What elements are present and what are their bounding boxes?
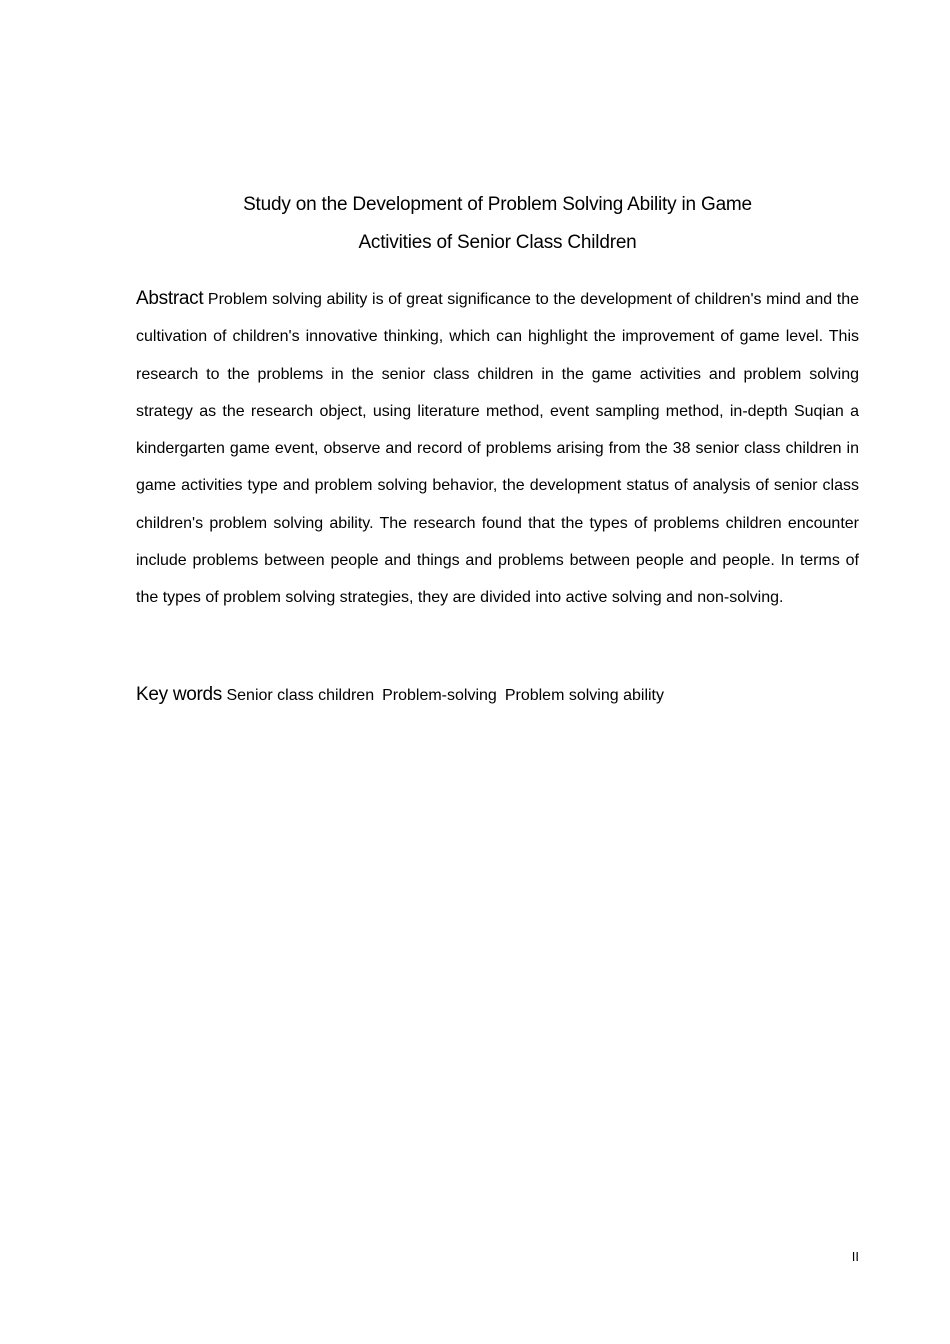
keyword-item: Senior class children — [226, 687, 375, 704]
keyword-item: Problem-solving — [382, 687, 497, 704]
page-number: II — [851, 1249, 859, 1264]
paper-title — [136, 186, 859, 262]
keywords-line — [136, 676, 859, 714]
abstract-label: Abstract — [136, 288, 204, 309]
title-line-2: Activities of Senior Class Children — [358, 232, 637, 253]
abstract-text: Problem solving ability is of great significance to the development of children's mind and the cultivation of children's innovative thinking, which can highlight the improvement of game level. This research to the problems in the senior class children in the game activities and problem solving strategy as the research object, using literature method, event sampling method, in-depth Suqian a kindergarten game event, observe and record of problems arising from the 38 senior class children in game activities type and problem solving behavior, the development status of analysis of senior class children's problem solving ability. The research found that the types of problems children encounter include problems between people and things and problems between people and people. In terms of the types of problem solving strategies, they are divided into active solving and non-solving. — [136, 291, 859, 607]
keyword-item: Problem solving ability — [504, 687, 664, 704]
keywords-label: Key words — [136, 684, 223, 705]
abstract-paragraph — [136, 280, 859, 617]
title-line-1: Study on the Development of Problem Solving Ability in Game — [243, 194, 752, 215]
